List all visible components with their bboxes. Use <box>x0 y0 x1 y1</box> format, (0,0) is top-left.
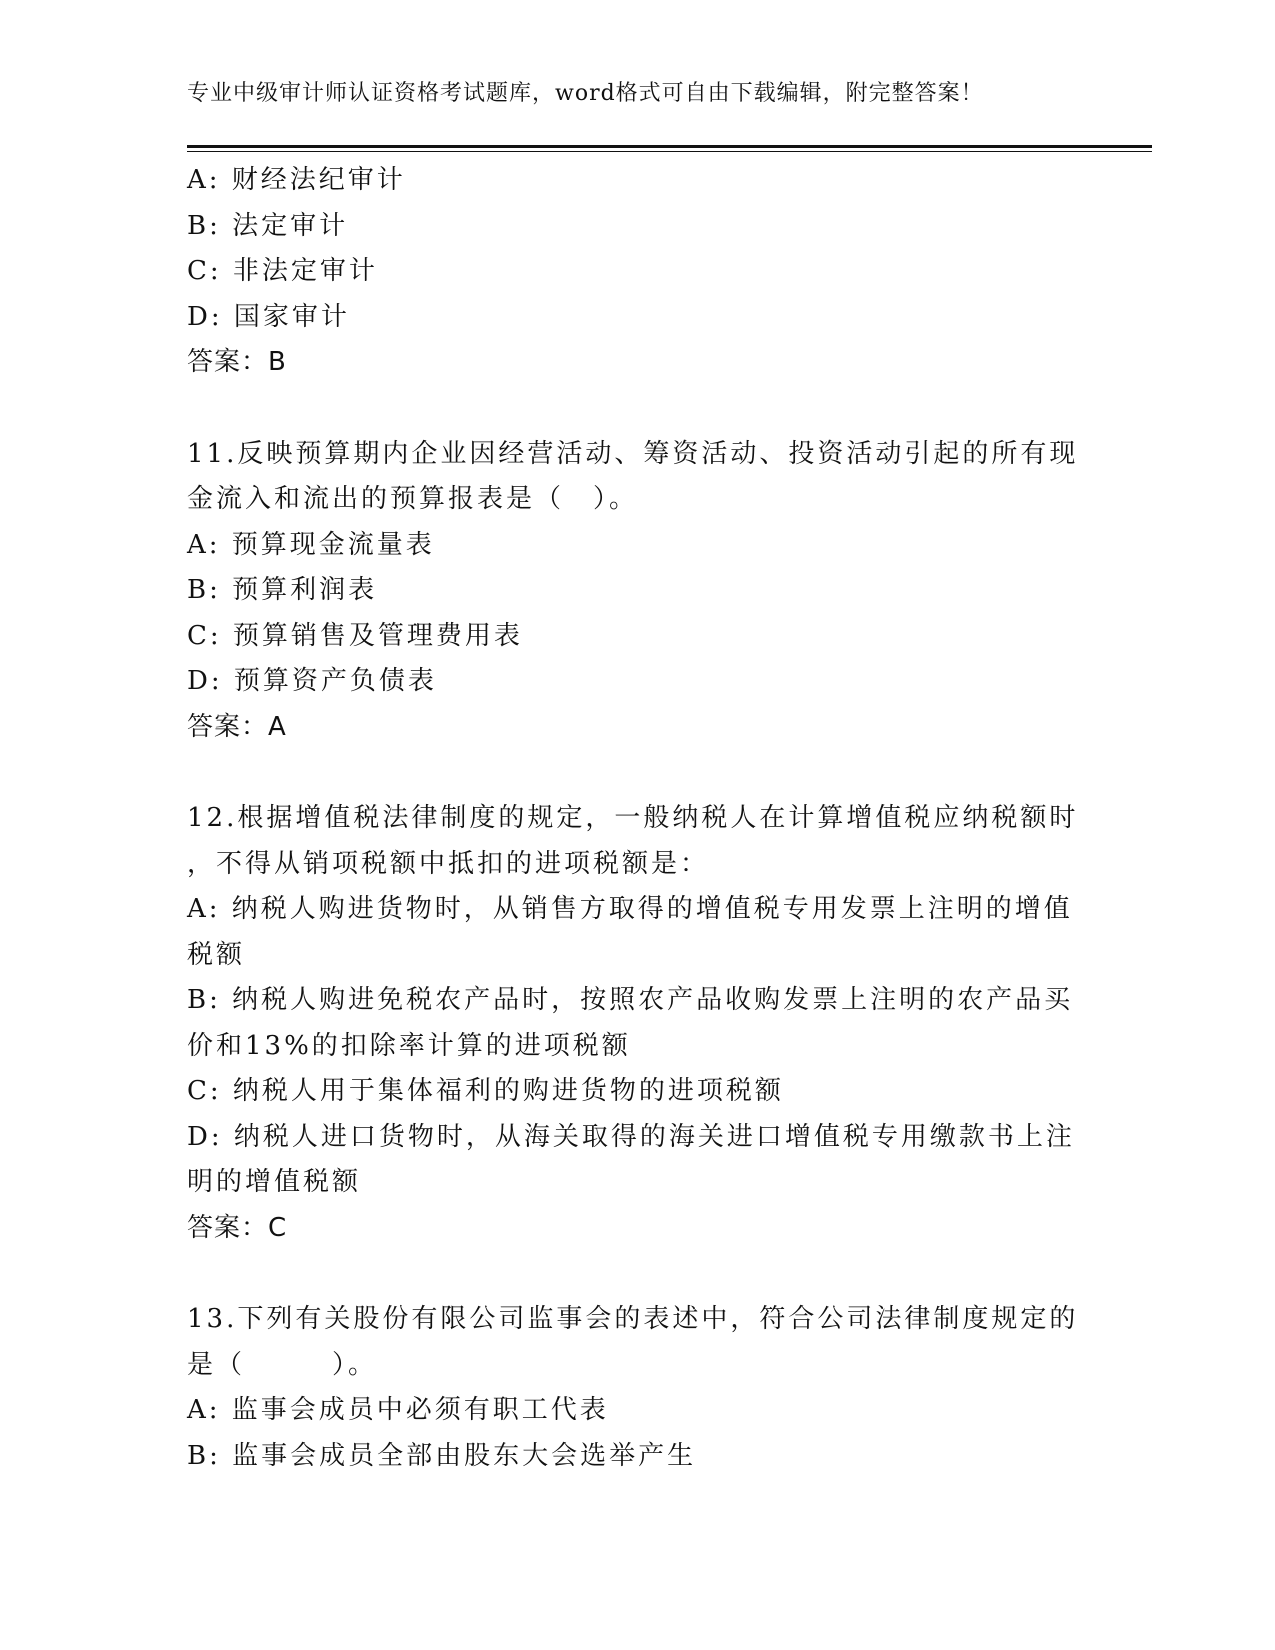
option-a: A: 监事会成员中必须有职工代表 <box>187 1395 609 1425</box>
question-list <box>187 158 1087 1479</box>
question-10 <box>187 158 1087 386</box>
option-c: C: 纳税人用于集体福利的购进货物的进项税额 <box>187 1076 784 1106</box>
option-b: B: 预算利润表 <box>187 575 378 605</box>
question-11 <box>187 432 1087 751</box>
option-b: B: 法定审计 <box>187 210 349 241</box>
answer: 答案：C <box>187 1212 288 1243</box>
option-a-cont: 税额 <box>187 939 246 970</box>
option-b-cont: 价和13%的扣除率计算的进项税额 <box>187 1030 631 1061</box>
option-d: D: 国家审计 <box>187 301 350 332</box>
page-header: 专业中级审计师认证资格考试题库，word格式可自由下载编辑，附完整答案！ <box>187 81 984 106</box>
question-13 <box>187 1297 1087 1479</box>
answer: 答案：A <box>187 711 287 742</box>
option-a: A: 预算现金流量表 <box>187 529 435 560</box>
option-c: C: 非法定审计 <box>187 256 378 286</box>
header-rule-thin <box>187 151 1152 152</box>
question-12 <box>187 796 1087 1251</box>
spacer <box>187 750 1087 796</box>
option-d: D: 预算资产负债表 <box>187 666 437 696</box>
option-a: A: 纳税人购进货物时，从销售方取得的增值税专用发票上注明的增值 <box>187 894 1073 924</box>
option-b: B: 监事会成员全部由股东大会选举产生 <box>187 1440 697 1471</box>
question-text: ，不得从销项税额中抵扣的进项税额是： <box>187 848 710 879</box>
spacer <box>187 386 1087 432</box>
option-d: D: 纳税人进口货物时，从海关取得的海关进口增值税专用缴款书上注 <box>187 1121 1075 1152</box>
spacer <box>187 1251 1087 1297</box>
question-text: 13.下列有关股份有限公司监事会的表述中，符合公司法律制度规定的 <box>187 1304 1079 1334</box>
option-c: C: 预算销售及管理费用表 <box>187 620 523 651</box>
option-b: B: 纳税人购进免税农产品时，按照农产品收购发票上注明的农产品买 <box>187 985 1074 1015</box>
header-rule-thick <box>187 145 1152 148</box>
answer: 答案：B <box>187 347 287 377</box>
question-text: 是（ ）。 <box>187 1349 378 1380</box>
question-text: 11.反映预算期内企业因经营活动、筹资活动、投资活动引起的所有现 <box>187 438 1079 469</box>
question-text: 金流入和流出的预算报表是（ ）。 <box>187 484 639 514</box>
option-a: A: 财经法纪审计 <box>187 165 406 195</box>
question-text: 12.根据增值税法律制度的规定，一般纳税人在计算增值税应纳税额时 <box>187 803 1079 833</box>
option-d-cont: 明的增值税额 <box>187 1167 362 1197</box>
